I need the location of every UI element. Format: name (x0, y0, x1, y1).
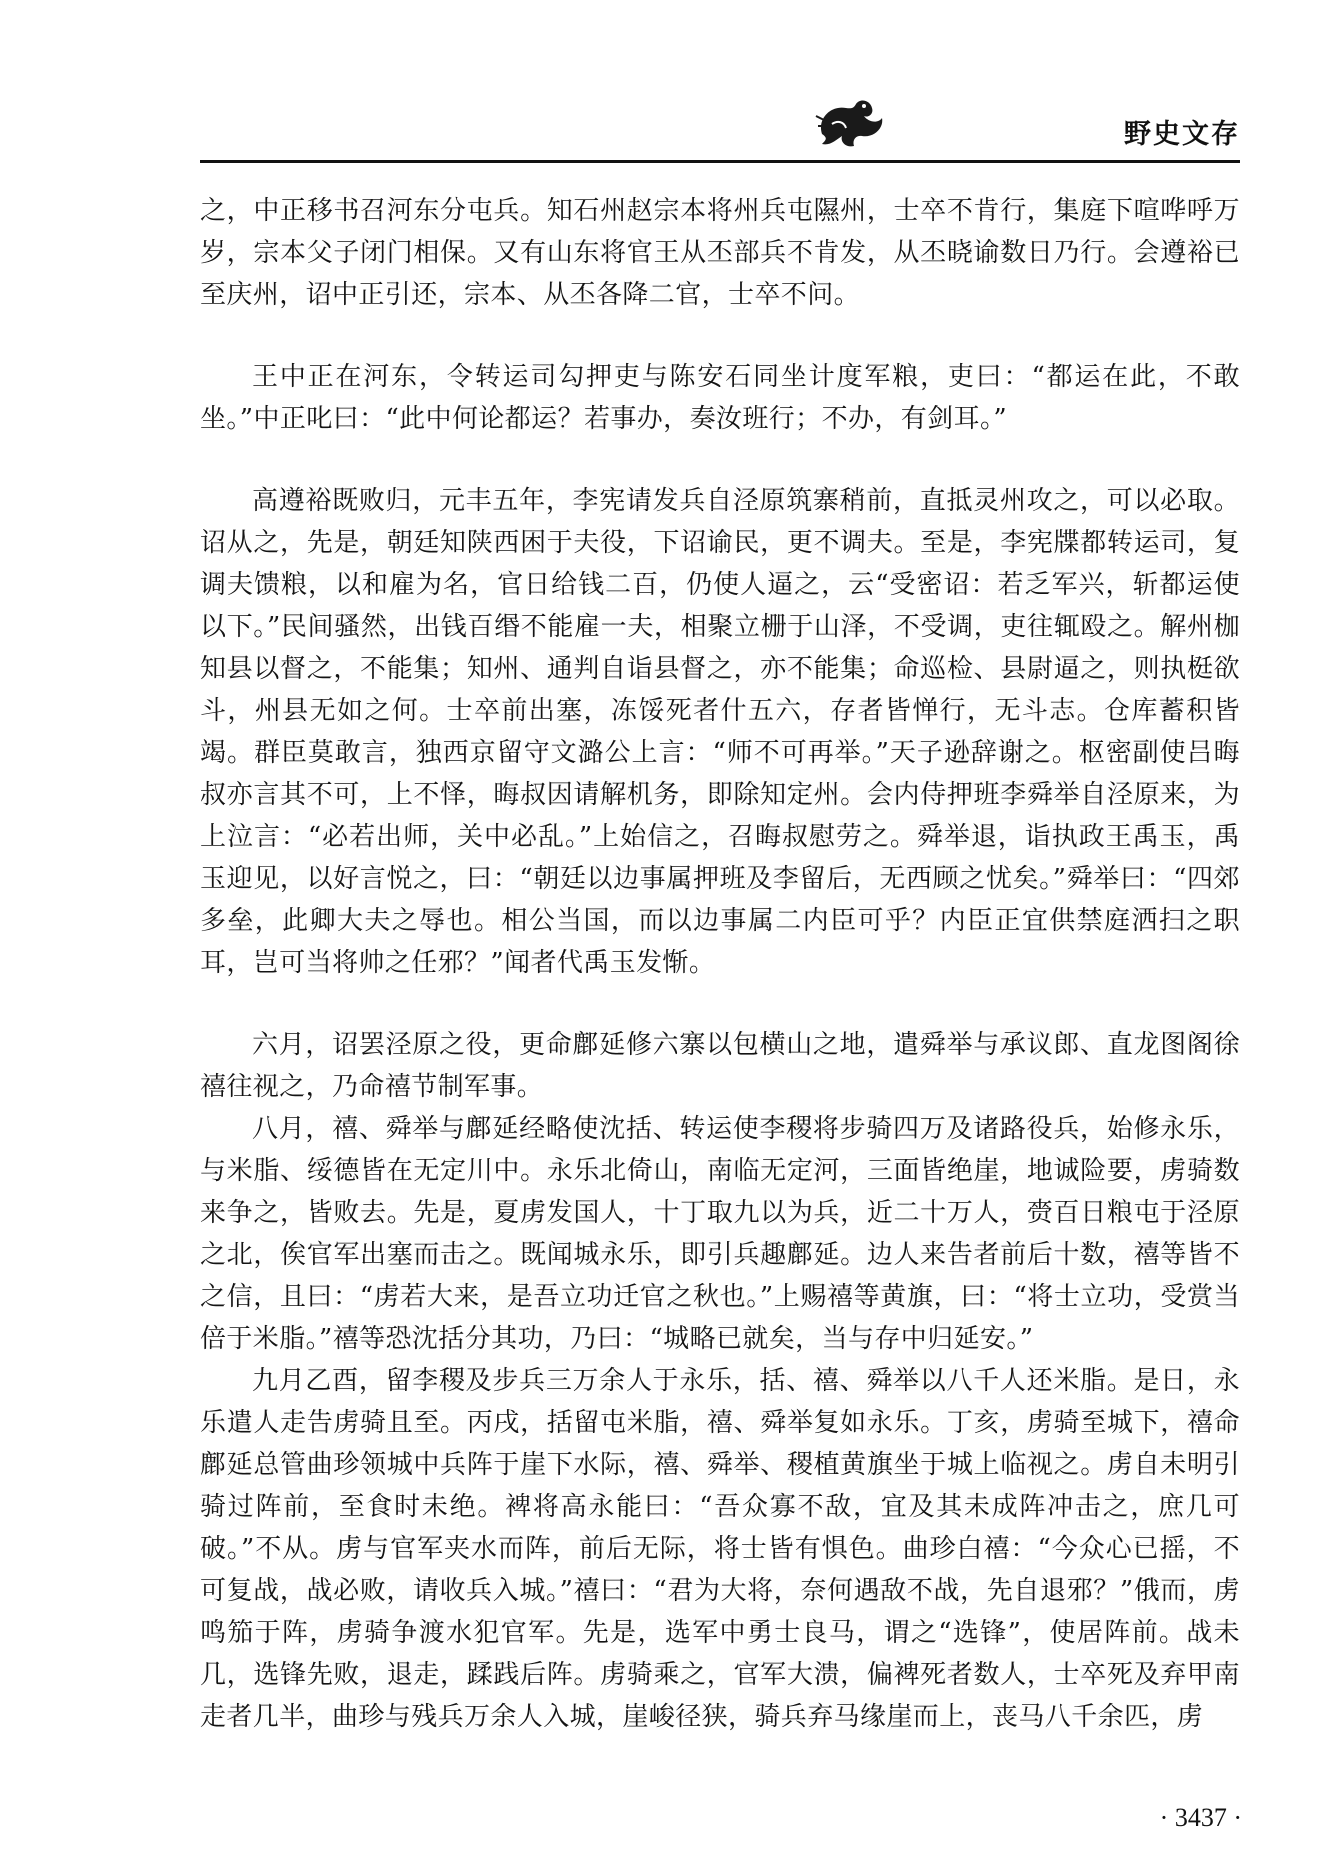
header-rule (200, 160, 1240, 163)
paragraph: 九月乙酉，留李稷及步兵三万余人于永乐，括、禧、舜举以八千人还米脂。是日，永乐遣人走告虏骑且至。丙戌，括留屯米脂，禧、舜举复如永乐。丁亥，虏骑至城下，禧命鄜延总管曲珍领城中兵阵于崖下水际，禧、舜举、稷植黄旗坐于城上临视之。虏自未明引骑过阵前，至食时未绝。裨将高永能曰：“吾众寡不敌，宜及其未成阵冲击之，庶几可破。”不从。虏与官军夹水而阵，前后无际，将士皆有惧色。曲珍白禧：“今众心已摇，不可复战，战必败，请收兵入城。”禧曰：“君为大将，奈何遇敌不战，先自退邪？”俄而，虏鸣笳于阵，虏骑争渡水犯官军。先是，选军中勇士良马，谓之“选锋”，使居阵前。战未几，选锋先败，退走，蹂践后阵。虏骑乘之，官军大溃，偏裨死者数人，士卒死及弃甲南走者几半，曲珍与残兵万余人入城，崖峻径狭，骑兵弃马缘崖而上，丧马八千余匹，虏 (200, 1366, 1240, 1732)
paragraph-continued: 之，中正移书召河东分屯兵。知石州赵宗本将州兵屯隰州，士卒不肯行，集庭下喧哗呼万岁，宗本父子闭门相保。又有山东将官王从丕部兵不肯发，从丕晓谕数日乃行。会遵裕已至庆州，诏中正引还，宗本、从丕各降二官，士卒不问。 (200, 196, 1240, 310)
paragraph: 八月，禧、舜举与鄜延经略使沈括、转运使李稷将步骑四万及诸路役兵，始修永乐，与米脂、绥德皆在无定川中。永乐北倚山，南临无定河，三面皆绝崖，地诚险要，虏骑数来争之，皆败去。先是，夏虏发国人，十丁取九以为兵，近二十万人，赍百日粮屯于泾原之北，俟官军出塞而击之。既闻城永乐，即引兵趣鄜延。边人来告者前后十数，禧等皆不之信，且曰：“虏若大来，是吾立功迁官之秋也。”上赐禧等黄旗，曰：“将士立功，受赏当倍于米脂。”禧等恐沈括分其功，乃曰：“城略已就矣，当与存中归延安。” (200, 1114, 1240, 1354)
paragraph: 高遵裕既败归，元丰五年，李宪请发兵自泾原筑寨稍前，直抵灵州攻之，可以必取。诏从之，先是，朝廷知陕西困于夫役，下诏谕民，更不调夫。至是，李宪牒都转运司，复调夫馈粮，以和雇为名，官日给钱二百，仍使人逼之，云“受密诏：若乏军兴，斩都运使以下。”民间骚然，出钱百缗不能雇一夫，相聚立栅于山泽，不受调，吏往辄殴之。解州枷知县以督之，不能集；知州、通判自诣县督之，亦不能集；命巡检、县尉逼之，则执梃欲斗，州县无如之何。士卒前出塞，冻馁死者什五六，存者皆惮行，无斗志。仓库蓄积皆竭。群臣莫敢言，独西京留守文潞公上言：“师不可再举。”天子逊辞谢之。枢密副使吕晦叔亦言其不可，上不怿，晦叔因请解机务，即除知定州。会内侍押班李舜举自泾原来，为上泣言：“必若出师，关中必乱。”上始信之，召晦叔慰劳之。舜举退，诣执政王禹玉，禹玉迎见，以好言悦之，曰：“朝廷以边事属押班及李留后，无西顾之忧矣。”舜举曰：“四郊多垒，此卿大夫之辱也。相公当国，而以边事属二内臣可乎？内臣正宜供禁庭洒扫之职耳，岂可当将帅之任邪？”闻者代禹玉发惭。 (200, 486, 1240, 978)
page-header (200, 88, 1240, 164)
document-body (200, 190, 1240, 1738)
header-title: 野史文存 (1124, 119, 1240, 150)
paragraph: 王中正在河东，令转运司勾押吏与陈安石同坐计度军粮，吏曰：“都运在此，不敢坐。”中正叱曰：“此中何论都运？若事办，奏汝班行；不办，有剑耳。” (200, 362, 1240, 434)
page-number: · 3437 · (1159, 1803, 1242, 1832)
paragraph: 六月，诏罢泾原之役，更命鄜延修六寨以包横山之地，遣舜举与承议郎、直龙图阁徐禧往视之，乃命禧节制军事。 (200, 1030, 1240, 1102)
dragon-emblem-icon (812, 94, 888, 152)
